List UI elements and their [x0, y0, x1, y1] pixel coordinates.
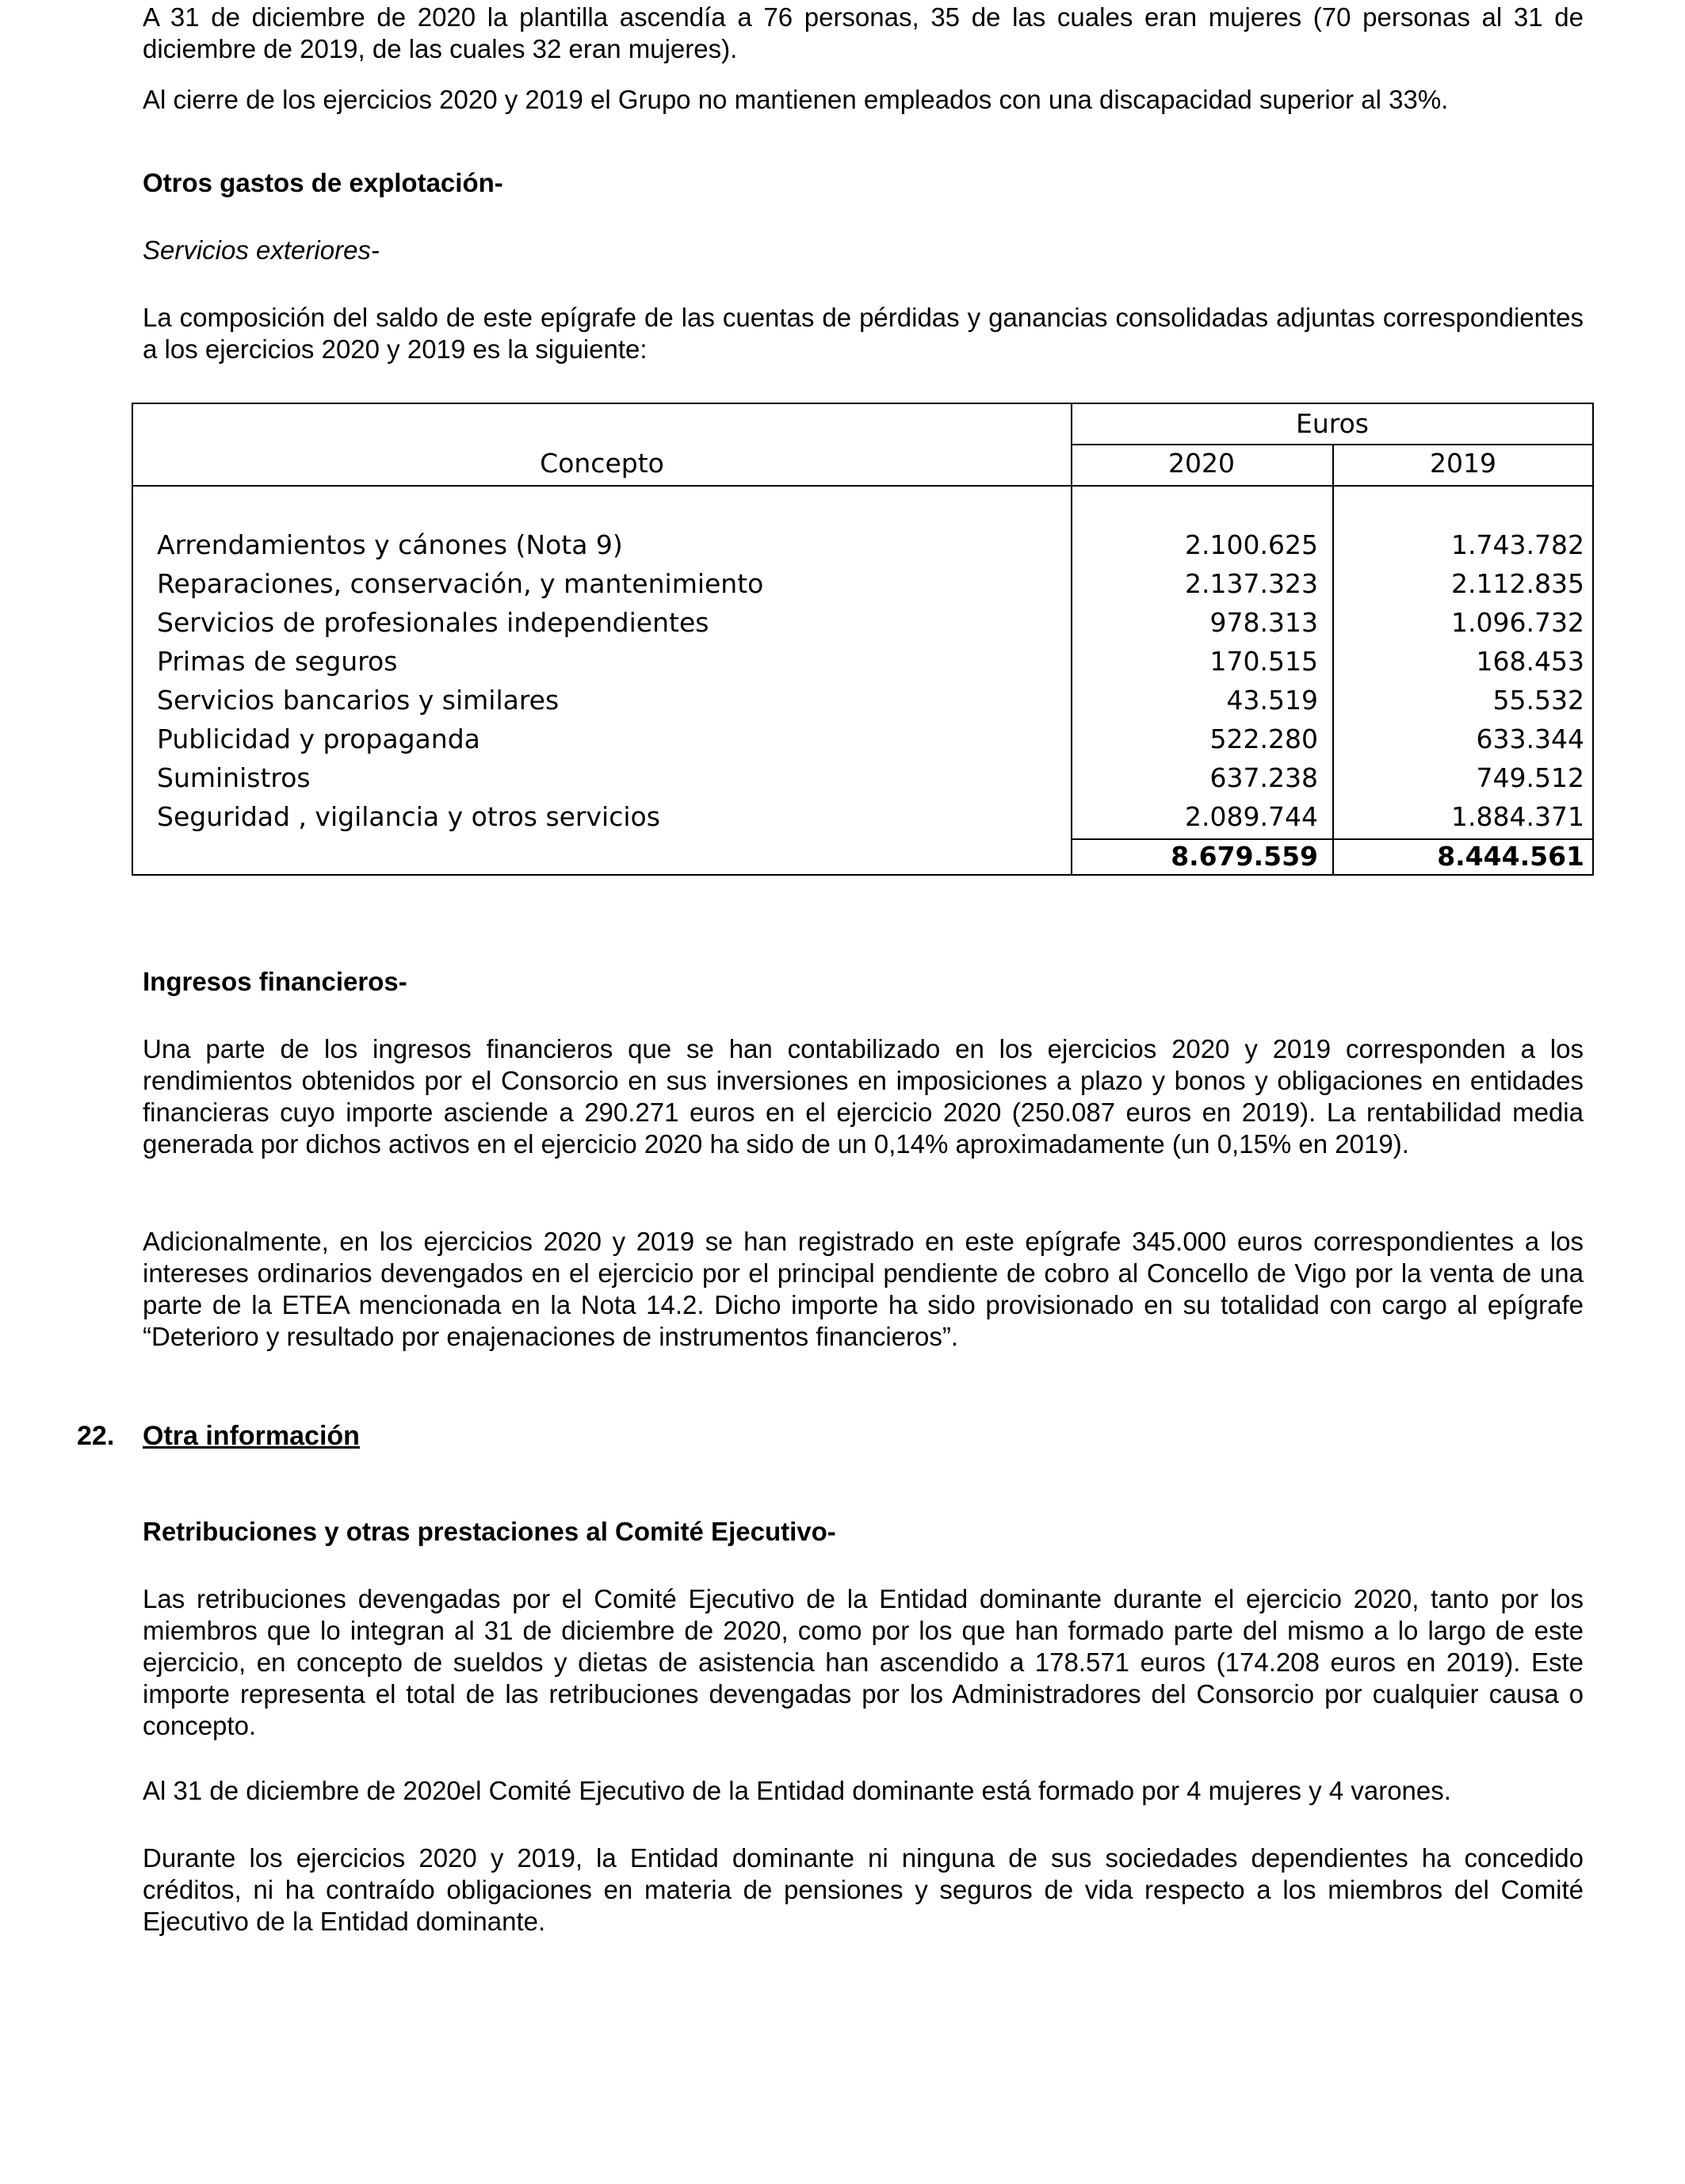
row-value-2020: 43.519	[1226, 685, 1318, 716]
retribuciones-heading: Retribuciones y otras prestaciones al Comité Ejecutivo-	[143, 1517, 836, 1546]
row-value-2019: 2.112.835	[1451, 568, 1584, 599]
row-concept: Reparaciones, conservación, y mantenimiento	[157, 568, 764, 599]
row-value-2020: 2.089.744	[1185, 801, 1318, 832]
ingresos-paragraph-2: Adicionalmente, en los ejercicios 2020 y 2019 se han registrado en este epígrafe 345.000 euros correspondientes a los intereses ordinarios devengados en el ejercicio por el principal pendiente de cobro al Concello de Vigo por la venta de una parte de la ETEA mencionada en la Nota 14.2. Dicho importe ha sido provisionado en su totalidad con cargo al epígrafe “Deterioro y resultado por enajenaciones de instrumentos financieros”.	[143, 1227, 1584, 1351]
row-value-2020: 978.313	[1209, 607, 1318, 638]
row-concept: Arrendamientos y cánones (Nota 9)	[157, 529, 623, 560]
table-rule-header	[133, 485, 1592, 487]
servicios-exteriores-table	[132, 403, 1594, 876]
section-title-text: Otra información	[143, 1421, 360, 1451]
row-value-2019: 1.096.732	[1451, 607, 1584, 638]
total-2020: 8.679.559	[1171, 841, 1318, 872]
ingresos-heading: Ingresos financieros-	[143, 967, 407, 996]
total-2019: 8.444.561	[1437, 841, 1584, 872]
row-concept: Suministros	[157, 762, 311, 793]
row-concept: Servicios de profesionales independientes	[157, 607, 709, 638]
euros-header: Euros	[1296, 408, 1369, 439]
table-intro-paragraph: La composición del saldo de este epígrafe de las cuentas de pérdidas y ganancias consolidadas adjuntas correspondientes a los ejercicios 2020 y 2019 es la siguiente:	[143, 303, 1584, 364]
row-value-2019: 749.512	[1476, 762, 1584, 793]
row-value-2020: 2.137.323	[1185, 568, 1318, 599]
row-concept: Primas de seguros	[157, 646, 398, 677]
concept-header: Concepto	[540, 448, 664, 479]
row-concept: Servicios bancarios y similares	[157, 685, 560, 716]
section-22-title	[77, 1420, 360, 1452]
row-value-2019: 55.532	[1492, 685, 1584, 716]
retribuciones-paragraph-2: Al 31 de diciembre de 2020el Comité Ejecutivo de la Entidad dominante está formado por 4 mujeres y 4 varones.	[143, 1776, 1451, 1805]
otros-gastos-heading: Otros gastos de explotación-	[143, 168, 503, 197]
section-number: 22.	[77, 1421, 115, 1451]
ingresos-paragraph-1: Una parte de los ingresos financieros que se han contabilizado en los ejercicios 2020 y 2019 corresponden a los rendimientos obtenidos por el Consorcio en sus inversiones en imposiciones a plazo y bonos y obligaciones en entidades financieras cuyo importe asciende a 290.271 euros en el ejercicio 2020 (250.087 euros en 2019). La rentabilidad media generada por dichos activos en el ejercicio 2020 ha sido de un 0,14% aproximadamente (un 0,15% en 2019).	[143, 1034, 1584, 1159]
table-rule-euros	[1071, 444, 1592, 445]
row-value-2019: 1.743.782	[1451, 529, 1584, 560]
retribuciones-paragraph-1: Las retribuciones devengadas por el Comité Ejecutivo de la Entidad dominante durante el ejercicio 2020, tanto por los miembros que lo integran al 31 de diciembre de 2020, como por los que han formado parte del mismo a lo largo de este ejercicio, en concepto de sueldos y dietas de asistencia han ascendido a 178.571 euros (174.208 euros en 2019). Este importe representa el total de las retribuciones devengadas por los Administradores del Consorcio por cualquier causa o concepto.	[143, 1584, 1584, 1740]
intro-paragraph-2: Al cierre de los ejercicios 2020 y 2019 el Grupo no mantienen empleados con una discapacidad superior al 33%.	[143, 85, 1449, 114]
row-value-2020: 2.100.625	[1185, 529, 1318, 560]
row-value-2019: 1.884.371	[1451, 801, 1584, 832]
servicios-exteriores-subheading: Servicios exteriores-	[143, 235, 380, 265]
row-concept: Publicidad y propaganda	[157, 724, 480, 754]
row-concept: Seguridad , vigilancia y otros servicios	[157, 801, 660, 832]
year-2020-header: 2020	[1168, 448, 1235, 479]
year-2019-header: 2019	[1430, 448, 1496, 479]
row-value-2019: 168.453	[1476, 646, 1584, 677]
row-value-2019: 633.344	[1476, 724, 1584, 754]
intro-paragraph-1: A 31 de diciembre de 2020 la plantilla ascendía a 76 personas, 35 de las cuales eran mujeres (70 personas al 31 de diciembre de 2019, de las cuales 32 eran mujeres).	[143, 2, 1584, 63]
row-value-2020: 637.238	[1209, 762, 1318, 793]
retribuciones-paragraph-3: Durante los ejercicios 2020 y 2019, la Entidad dominante ni ninguna de sus sociedades dependientes ha concedido créditos, ni ha contraído obligaciones en materia de pensiones y seguros de vida respecto a los miembros del Comité Ejecutivo de la Entidad dominante.	[143, 1843, 1584, 1936]
row-value-2020: 170.515	[1209, 646, 1318, 677]
row-value-2020: 522.280	[1209, 724, 1318, 754]
